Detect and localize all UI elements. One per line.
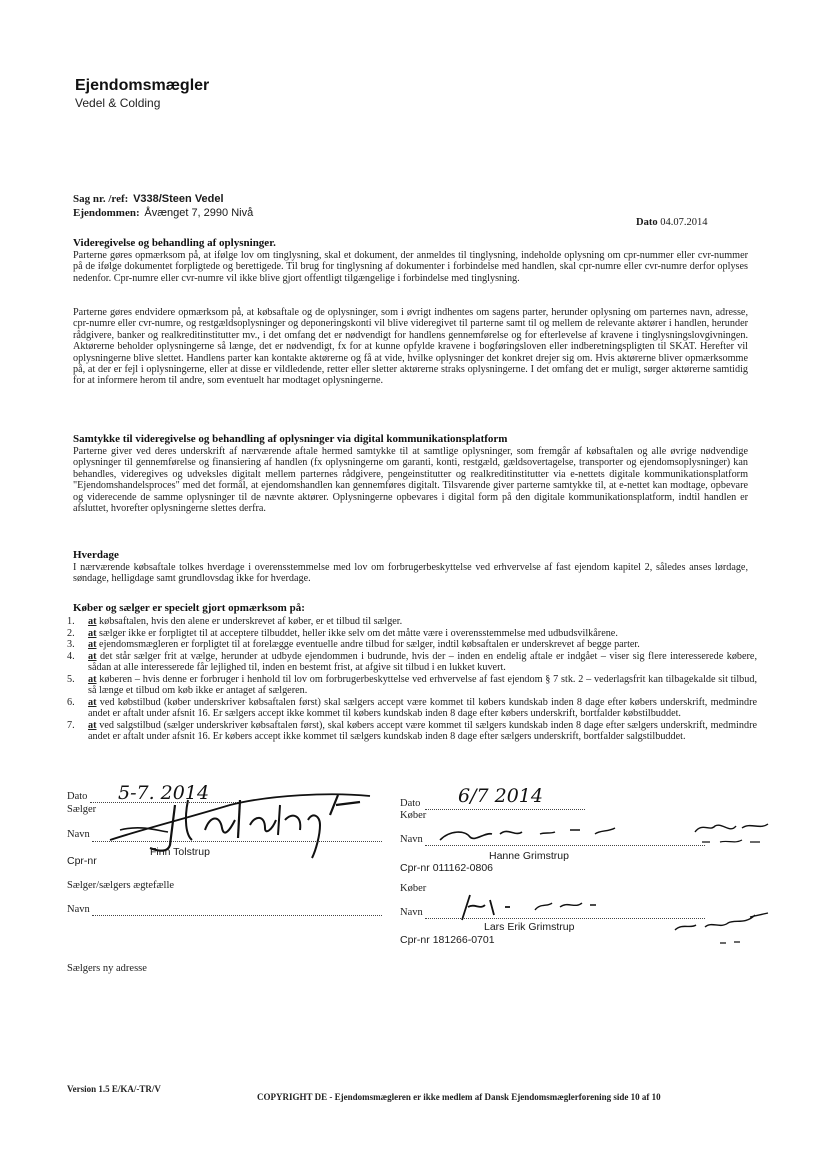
seller-printed-name: Finn Tolstrup — [150, 846, 210, 858]
property-value: Åvænget 7, 2990 Nivå — [144, 207, 254, 219]
buyer-date-line — [425, 809, 585, 810]
buyer2-signature — [450, 885, 780, 945]
date-label: Dato — [636, 217, 658, 228]
item-number: 1. — [67, 616, 75, 627]
buyer1-cpr — [400, 862, 493, 874]
case-label: Sag nr. /ref: — [73, 193, 129, 205]
item-text: det står sælger frit at vælge, herunder at udbyde ejendommen i budrunde, hvis der – inden en endelig aftale er indgået – viser sig flere interesserede købere, sådan at alle interesserede får lejlighed til, inden en bestemt frist, at afgive sit tilbud i en lukket kuvert. — [88, 650, 757, 674]
seller-date-label: Dato — [67, 791, 88, 802]
item-number: 7. — [67, 719, 75, 731]
item-at: at — [88, 650, 97, 662]
seller-date-handwritten: 5-7. 2014 — [118, 782, 210, 804]
company-title: Ejendomsmægler — [75, 77, 210, 94]
list-item — [67, 616, 757, 627]
item-number: 3. — [67, 639, 75, 651]
conditions-list — [67, 616, 757, 743]
item-number: 6. — [67, 696, 75, 708]
item-text: ejendomsmægleren er forpligtet til at forelægge eventuelle andre tilbud for sælger, indtil købsaftalen er underskrevet af begge parter. — [96, 639, 640, 651]
list-item — [67, 720, 757, 743]
list-item — [67, 697, 757, 720]
buyer2-name: Lars Erik Grimstrup — [484, 921, 575, 933]
buyer2-cpr-value: 181266-0701 — [432, 934, 495, 946]
item-at: at — [88, 627, 97, 639]
buyer2-cpr — [400, 934, 495, 946]
case-line — [73, 193, 224, 205]
date-line — [636, 217, 707, 228]
buyer1-signature — [430, 812, 780, 852]
item-at: at — [88, 616, 97, 627]
company-subtitle: Vedel & Colding — [75, 96, 161, 110]
property-line — [73, 207, 253, 219]
item-text: ved købstilbud (køber underskriver købsaftalen først) skal sælgers accept være kommet til købers kundskab inden 8 dage efter købers underskrift, medmindre andet er aftalt under afsnit 16. Er sælgers accept ikke kommet til købers kundskab inden 8 dage efter købers underskrift, bortfalder købstilbuddet. — [88, 696, 757, 720]
list-item — [67, 651, 757, 674]
buyer2-name-label: Navn — [400, 907, 423, 918]
item-text: sælger ikke er forpligtet til at acceptere tilbuddet, heller ikke selv om det måtte være i overensstemmelse med udbudsvilkårene. — [96, 627, 618, 639]
item-at: at — [88, 639, 97, 651]
seller-role-label: Sælger — [67, 804, 97, 815]
section2-heading: Samtykke til videregivelse og behandling af oplysninger via digital kommunikationsplatform — [73, 433, 508, 445]
seller-cpr-label: Cpr-nr — [67, 855, 97, 867]
item-number: 4. — [67, 650, 75, 662]
buyer1-cpr-value: 011162-0806 — [432, 862, 494, 874]
seller-spouse-name-line — [92, 915, 382, 916]
case-value: V338/Steen Vedel — [133, 193, 224, 205]
item-at: at — [88, 673, 97, 685]
item-text: ved salgstilbud (sælger underskriver købsaftalen først), skal købers accept være kommet til sælgers kundskab inden 8 dage efter sælgers underskrift, medmindre andet er aftalt under afsnit 16. Er købers accept ikke kommet til sælgers kundskab inden 8 dage efter sælgers underskrift, bortfalder salgstilbuddet. — [88, 719, 757, 743]
buyer2-role-label: Køber — [400, 883, 427, 894]
section1-heading: Videregivelse og behandling af oplysninger. — [73, 237, 276, 249]
seller-spouse-label: Sælger/sælgers ægtefælle — [67, 880, 175, 891]
section1-para1: Parterne gøres opmærksom på, at ifølge lov om tinglysning, skal et dokument, der anmeldes til tinglysning, indeholde oplysning om cpr-nummer eller cvr-nummer på de ifølge dokumentet forpligtede og berettigede. Til brug for tinglysning af dokumenter i forbindelse med handlen, skal cpr-numre eller cvr-numre derfor oplyses nedenfor. Cpr-numre eller cvr-numre vil ikke blive gjort offentligt tilgængelige i forbindelse med tinglysning. — [73, 250, 748, 284]
list-item — [67, 628, 757, 639]
date-value: 04.07.2014 — [660, 217, 708, 228]
section3-heading: Hverdage — [73, 549, 119, 561]
seller-name-label: Navn — [67, 829, 90, 840]
buyer1-cpr-label: Cpr-nr — [400, 862, 430, 874]
property-label: Ejendommen: — [73, 207, 140, 219]
seller-signature — [80, 790, 380, 860]
footer-copyright: COPYRIGHT DE - Ejendomsmægleren er ikke medlem af Dansk Ejendomsmæglerforening side 10 af 10 — [257, 1092, 661, 1102]
buyer-date-handwritten: 6/7 2014 — [458, 785, 543, 807]
seller-spouse-name-label: Navn — [67, 904, 90, 915]
buyer-date-label: Dato — [400, 798, 421, 809]
item-at: at — [88, 719, 97, 731]
buyer-role-label: Køber — [400, 810, 427, 821]
item-at: at — [88, 696, 97, 708]
footer-version: Version 1.5 E/KA/-TR/V — [67, 1084, 161, 1094]
item-text: køberen – hvis denne er forbruger i henhold til lov om forbrugerbeskyttelse ved erhvervelse af fast ejendom § 7 stk. 2 – vederlagsfrit kan tilbagekalde sit tilbud, så længe et tilbud om køb ikke er antaget af sælgeren. — [88, 673, 757, 697]
section1-para2: Parterne gøres endvidere opmærksom på, at købsaftale og de oplysninger, som i øvrigt indhentes om sagens parter, herunder oplysning om parternes navn, adresse, cpr-numre eller cvr-numre, og restgældsoplysninger og deponeringskonti vil blive videregivet til parterne samt til og mellem de relevante aktører i handlen, herunder rådgivere, banker og realkreditinstitutter mv., i det omfang det er nødvendigt for handlens gennemførelse og for efterlevelse af kravene i tinglysningslovgivningen. Aktørerne beholder oplysningerne så længe, det er nødvendigt, fx for at kunne opfylde kravene i bogføringsloven eller indberetningspligten til SKAT. Herefter vil oplysningerne blive slettet. Handlens parter kan kontakte aktørerne og få at vide, hvilke oplysninger det konkret drejer sig om. Hvis aktørerne bliver opmærksomme på, at der er fejl i oplysningerne, eller at disse er vildledende, retter eller sletter aktørerne straks oplysningerne. I det omfang det er muligt, sørger aktørerne samtidig for at informere herom til andre, som eventuelt har modtaget oplysningerne. — [73, 307, 748, 387]
item-text: købsaftalen, hvis den alene er underskrevet af køber, er et tilbud til sælger. — [96, 616, 403, 627]
list-item — [67, 639, 757, 650]
buyer1-name: Hanne Grimstrup — [489, 850, 569, 862]
buyer-name-label: Navn — [400, 834, 423, 845]
buyer2-cpr-label: Cpr-nr — [400, 934, 430, 946]
seller-new-address-label: Sælgers ny adresse — [67, 963, 147, 974]
section3-para: I nærværende købsaftale tolkes hverdage i overensstemmelse med lov om forbrugerbeskyttelse ved erhvervelse af fast ejendom kapitel 2, således anses lørdage, søndage, helligdage samt grundlovsdag ikke for hverdage. — [73, 562, 748, 585]
list-item — [67, 674, 757, 697]
section2-para: Parterne giver ved deres underskrift af nærværende aftale hermed samtykke til at samtlige oplysninger, som fremgår af købsaftalen og alle øvrige nødvendige oplysninger til gennemførelse og finansiering af handlen (fx oplysningerne om garanti, konti, restgæld, gældsovertagelse, transporter og ejendomsoplysninger) kan behandles, videregives og udveksles digitalt mellem parternes rådgivere, pengeinstitutter og realkreditinstitutter via e-nettets digitale kommunikationsplatform "Ejendomshandelsproces" med det formål, at ejendomshandlen kan gennemføres digitalt. Tilsvarende giver parterne samtykke til, at e-nettet kan modtage, opbevare og viderесende de samme oplysninger til de nævnte aktører. Oplysningerne opbevares i digital form på den digitale kommunikationsplatform, indtil handlen er afsluttet, hvorefter oplysningerne slettes derfra. — [73, 446, 748, 515]
item-number: 5. — [67, 673, 75, 685]
section4-heading: Køber og sælger er specielt gjort opmærksom på: — [73, 602, 305, 614]
item-number: 2. — [67, 627, 75, 639]
